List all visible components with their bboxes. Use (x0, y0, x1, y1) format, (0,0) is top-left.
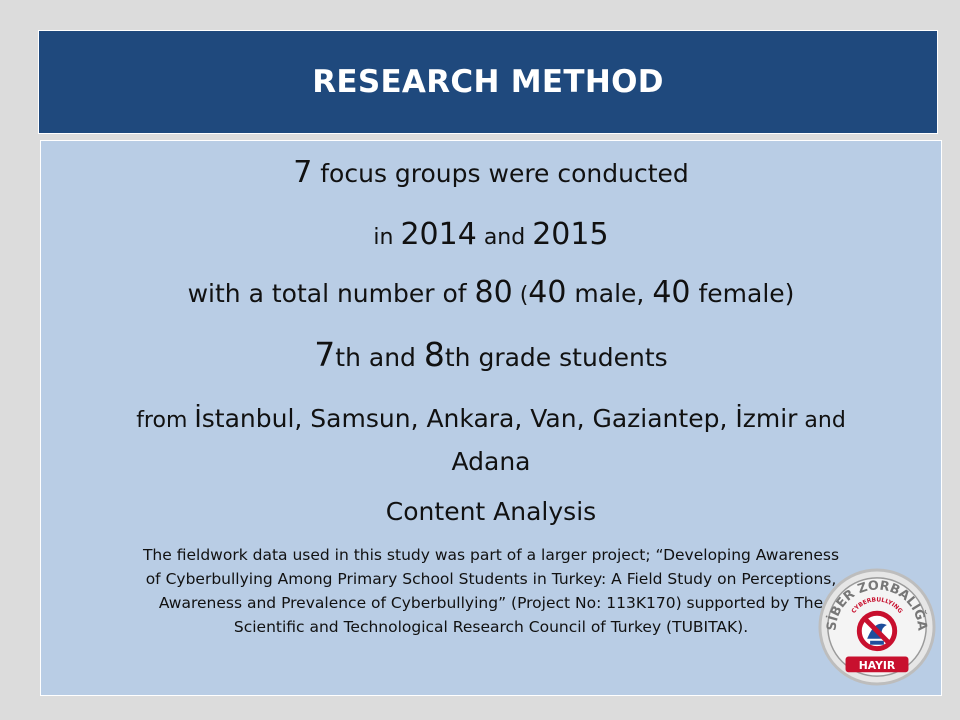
siber-zorbaliga-hayir-logo (818, 568, 936, 686)
year-2014: 2014 (400, 217, 477, 252)
years-prefix: in (373, 225, 401, 250)
female-label: female) (690, 279, 795, 308)
grade-7-suffix: th and (335, 343, 424, 372)
footnote (41, 543, 941, 639)
grade-8-suffix: th grade students (444, 343, 668, 372)
footnote-line: Scientific and Technological Research Council of Turkey (TUBITAK). (233, 618, 749, 636)
years-and: and (476, 225, 533, 250)
footnote-line: The fieldwork data used in this study was part of a larger project; “Developing Awareness (142, 546, 840, 564)
participants-total: 80 (474, 275, 513, 310)
footnote-line: of Cyberbullying Among Primary School Students in Turkey: A Field Study on Perceptions, (145, 570, 837, 588)
footnote-line: Awareness and Prevalence of Cyberbullying” (Project No: 113K170) supported by The (158, 594, 824, 612)
logo-text-top: SİBER ZORBALIĞA (824, 578, 930, 632)
focus-groups-count: 7 (293, 155, 313, 190)
content-analysis: Content Analysis (385, 497, 597, 526)
focus-groups-text: focus groups were conducted (312, 159, 689, 188)
female-count: 40 (652, 275, 691, 310)
no-cyberbullying-icon (859, 613, 894, 648)
grade-7: 7 (314, 335, 336, 374)
participants-prefix: with a total number of (187, 279, 475, 308)
title-bar (38, 30, 938, 134)
participants-line (41, 275, 941, 310)
cities-line (41, 399, 941, 485)
cities-and: and (797, 408, 846, 433)
male-count: 40 (528, 275, 567, 310)
years-line (41, 217, 941, 252)
cities-list: İstanbul, Samsun, Ankara, Van, Gaziantep, İzmir (194, 404, 798, 433)
city-last: Adana (451, 447, 531, 476)
slide-title: RESEARCH METHOD (312, 64, 664, 100)
grades-line (41, 335, 941, 374)
year-2015: 2015 (532, 217, 609, 252)
logo-text-bottom: HAYIR (858, 658, 896, 672)
cities-from: from (136, 408, 195, 433)
male-label: male, (566, 279, 653, 308)
paren-open: ( (512, 283, 529, 308)
focus-groups-line (41, 155, 941, 190)
grade-8: 8 (423, 335, 445, 374)
content-panel (40, 140, 942, 696)
logo-text-inner: CYBERBULLYING (850, 597, 904, 615)
